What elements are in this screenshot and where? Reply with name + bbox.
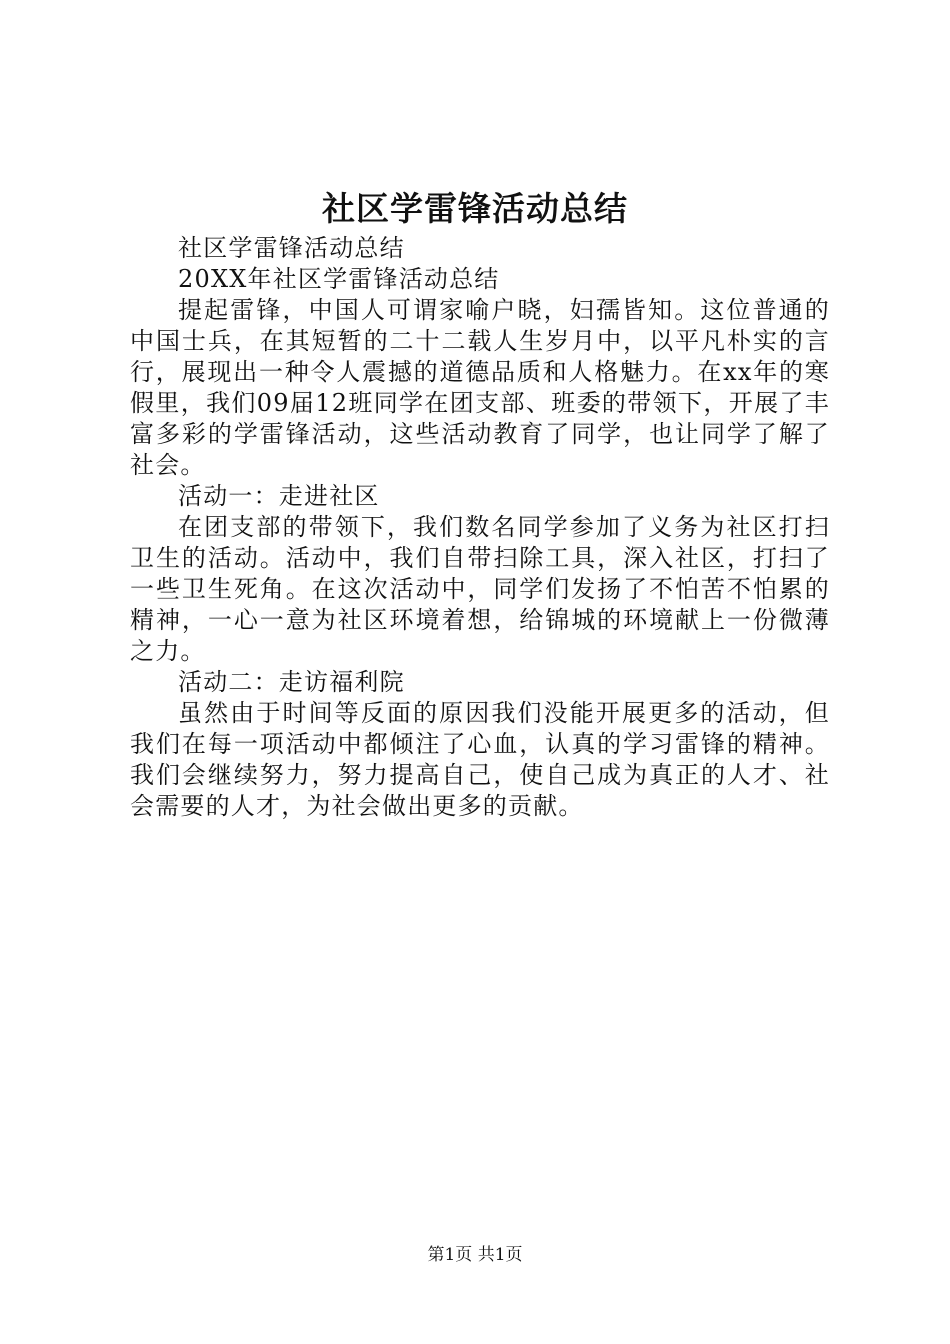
heading-activity-one: 活动一：走进社区: [178, 482, 380, 510]
paragraph-subtitle: 社区学雷锋活动总结: [178, 234, 405, 262]
paragraph-intro: 提起雷锋，中国人可谓家喻户晓，妇孺皆知。这位普通的中国士兵，在其短暂的二十二载人生岁月中，以平凡朴实的言行，展现出一种令人震撼的道德品质和人格魅力。在xx年的寒假里，我们09届12班同学在团支部、班委的带领下，开展了丰富多彩的学雷锋活动，这些活动教育了同学，也让同学了解了社会。: [130, 296, 830, 479]
heading-activity-two: 活动二：走访福利院: [178, 668, 405, 696]
document-title: 社区学雷锋活动总结: [322, 189, 628, 228]
document-body: [130, 233, 830, 822]
paragraph-conclusion: 虽然由于时间等反面的原因我们没能开展更多的活动，但我们在每一项活动中都倾注了心血，认真的学习雷锋的精神。我们会继续努力，努力提高自己，使自己成为真正的人才、社会需要的人才，为社会做出更多的贡献。: [130, 699, 830, 820]
paragraph-year-title: 20XX年社区学雷锋活动总结: [178, 265, 500, 293]
page-number-footer: 第1页 共1页: [427, 1245, 523, 1265]
paragraph-activity-one: 在团支部的带领下，我们数名同学参加了义务为社区打扫卫生的活动。活动中，我们自带扫除工具，深入社区，打扫了一些卫生死角。在这次活动中，同学们发扬了不怕苦不怕累的精神，一心一意为社区环境着想，给锦城的环境献上一份微薄之力。: [130, 513, 830, 665]
